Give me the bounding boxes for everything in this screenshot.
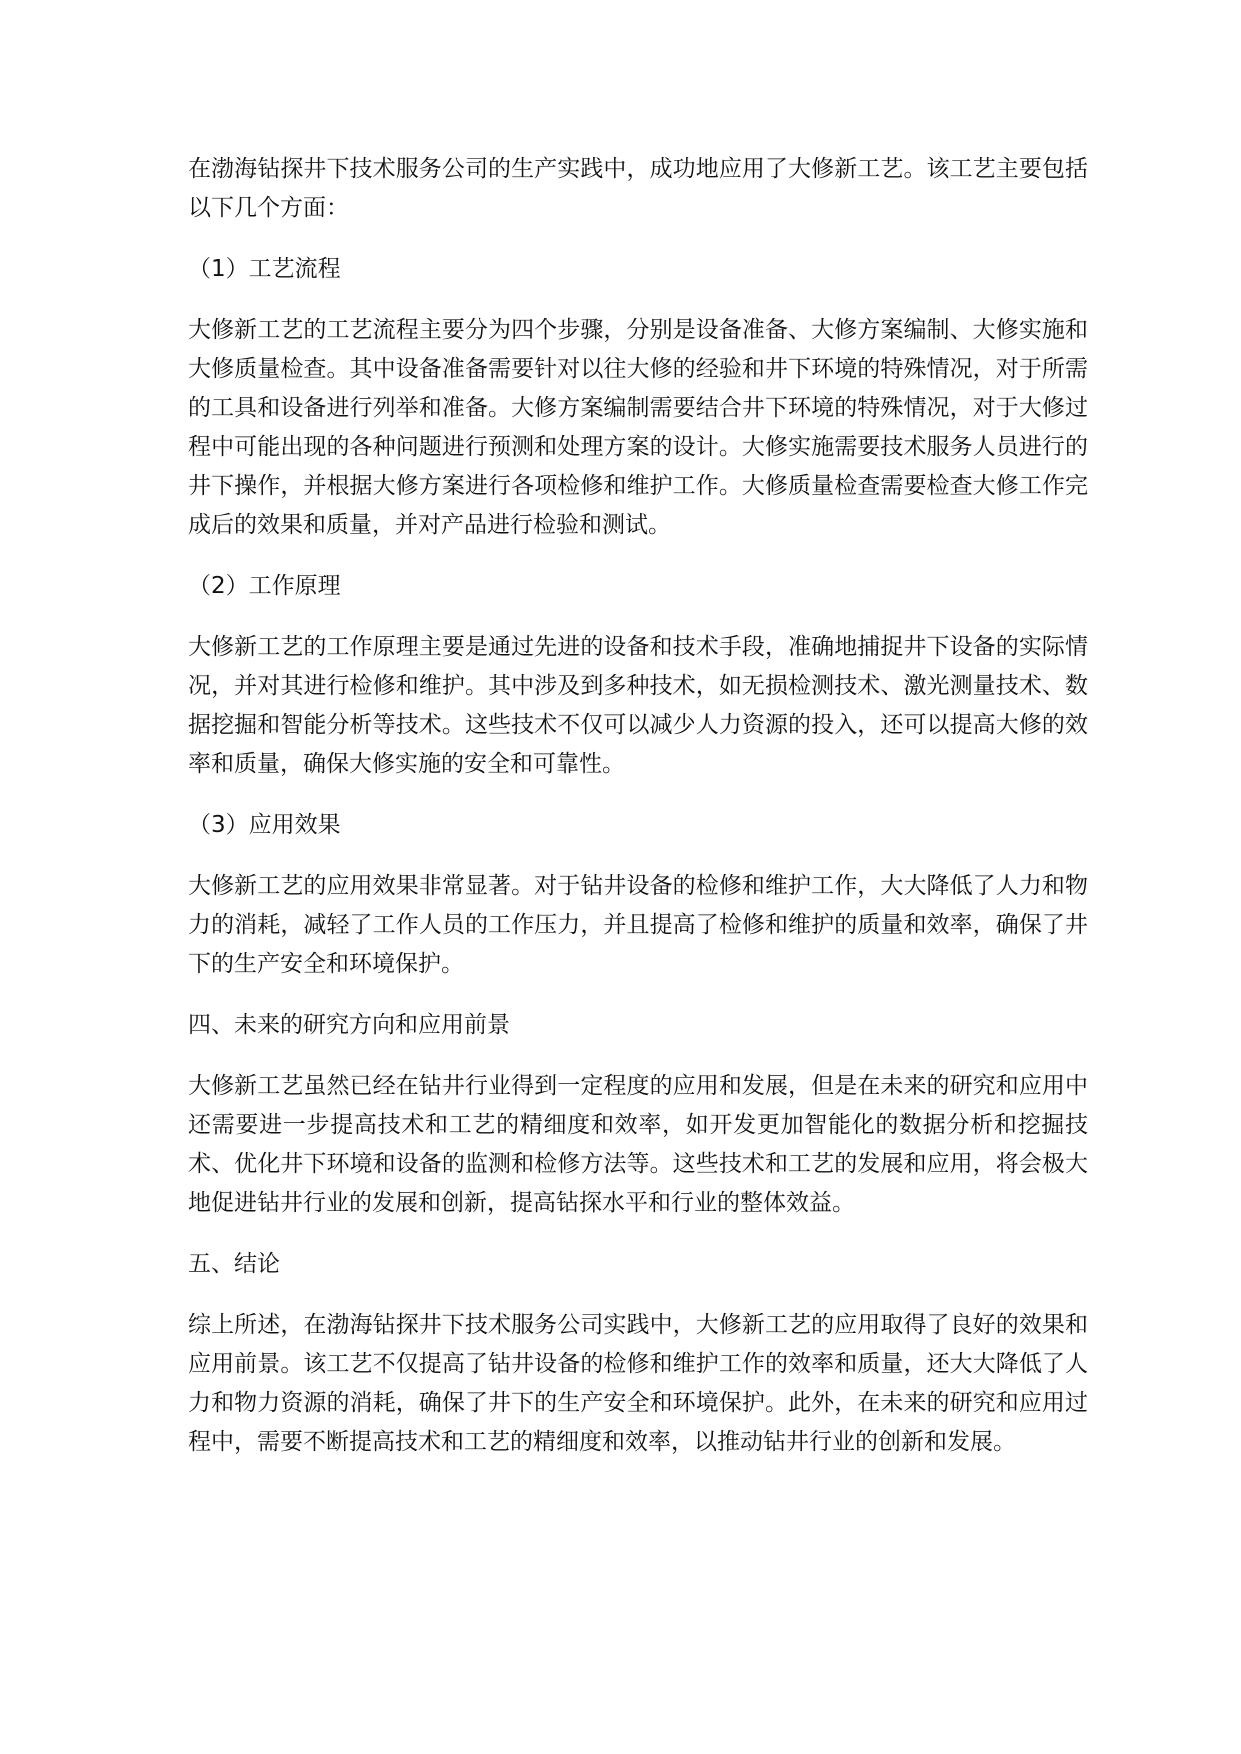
principle-paragraph: 大修新工艺的工作原理主要是通过先进的设备和技术手段，准确地捕捉井下设备的实际情况，并对其进行检修和维护。其中涉及到多种技术，如无损检测技术、激光测量技术、数据挖掘和智能分析等技术。这些技术不仅可以减少人力资源的投入，还可以提高大修的效率和质量，确保大修实施的安全和可靠性。 — [188, 634, 1088, 777]
section-heading-future: 四、未来的研究方向和应用前景 — [188, 1012, 510, 1038]
section-heading-principle: （2）工作原理 — [188, 573, 341, 599]
intro-paragraph: 在渤海钻探井下技术服务公司的生产实践中，成功地应用了大修新工艺。该工艺主要包括以下几个方面： — [188, 156, 1088, 221]
process-paragraph: 大修新工艺的工艺流程主要分为四个步骤，分别是设备准备、大修方案编制、大修实施和大修质量检查。其中设备准备需要针对以往大修的经验和井下环境的特殊情况，对于所需的工具和设备进行列举和准备。大修方案编制需要结合井下环境的特殊情况，对于大修过程中可能出现的各种问题进行预测和处理方案的设计。大修实施需要技术服务人员进行的井下操作，并根据大修方案进行各项检修和维护工作。大修质量检查需要检查大修工作完成后的效果和质量，并对产品进行检验和测试。 — [188, 317, 1088, 538]
conclusion-paragraph: 综上所述，在渤海钻探井下技术服务公司实践中，大修新工艺的应用取得了良好的效果和应用前景。该工艺不仅提高了钻井设备的检修和维护工作的效率和质量，还大大降低了人力和物力资源的消耗，确保了井下的生产安全和环境保护。此外，在未来的研究和应用过程中，需要不断提高技术和工艺的精细度和效率，以推动钻井行业的创新和发展。 — [188, 1312, 1088, 1455]
section-heading-process: （1）工艺流程 — [188, 256, 341, 282]
document-body — [188, 150, 1088, 1484]
section-heading-effect: （3）应用效果 — [188, 812, 341, 838]
section-heading-conclusion: 五、结论 — [188, 1251, 280, 1277]
effect-paragraph: 大修新工艺的应用效果非常显著。对于钻井设备的检修和维护工作，大大降低了人力和物力的消耗，减轻了工作人员的工作压力，并且提高了检修和维护的质量和效率，确保了井下的生产安全和环境保护。 — [188, 873, 1088, 977]
future-paragraph: 大修新工艺虽然已经在钻井行业得到一定程度的应用和发展，但是在未来的研究和应用中还需要进一步提高技术和工艺的精细度和效率，如开发更加智能化的数据分析和挖掘技术、优化井下环境和设备的监测和检修方法等。这些技术和工艺的发展和应用，将会极大地促进钻井行业的发展和创新，提高钻探水平和行业的整体效益。 — [188, 1073, 1088, 1216]
